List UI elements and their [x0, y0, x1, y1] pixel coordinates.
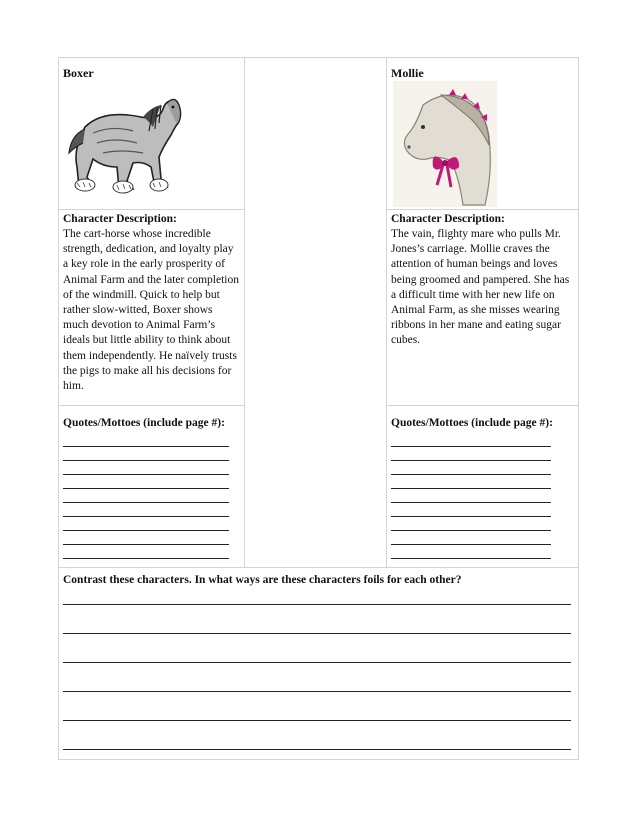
quote-line[interactable] [391, 517, 551, 531]
quote-line[interactable] [391, 433, 551, 447]
boxer-description-label: Character Description: [63, 213, 177, 225]
mollie-name: Mollie [391, 66, 424, 80]
mare-with-ribbons-illustration-icon [393, 81, 497, 207]
answer-line[interactable] [63, 663, 571, 692]
mollie-quotes-label: Quotes/Mottoes (include page #): [391, 417, 553, 429]
quote-line[interactable] [63, 461, 229, 475]
boxer-quotes-label: Quotes/Mottoes (include page #): [63, 417, 225, 429]
quote-line[interactable] [391, 461, 551, 475]
quote-line[interactable] [63, 517, 229, 531]
boxer-description-text: The cart-horse whose incredible strength, dedication, and loyalty play a key role in the early prosperity of Animal Farm and the later completion of the windmill. Quick to help but rather slow-witted, Boxer shows much devotion to Animal Farm’s ideals but little ability to think about them independently. He naïvely trusts the pigs to make all his decisions for him. [63, 228, 239, 393]
contrast-row [59, 568, 579, 760]
quote-line[interactable] [391, 447, 551, 461]
quote-line[interactable] [63, 531, 229, 545]
quote-line[interactable] [391, 531, 551, 545]
answer-line[interactable] [63, 692, 571, 721]
quote-line[interactable] [63, 545, 229, 559]
quote-line[interactable] [391, 489, 551, 503]
contrast-question: Contrast these characters. In what ways are these characters foils for each other? [63, 574, 462, 586]
boxer-name: Boxer [63, 66, 94, 80]
quote-line[interactable] [63, 433, 229, 447]
boxer-quotes-cell [59, 406, 245, 568]
name-row [59, 58, 579, 210]
quote-line[interactable] [63, 447, 229, 461]
middle-blank-column [245, 58, 387, 568]
mollie-name-cell [387, 58, 579, 210]
boxer-quote-lines [63, 433, 240, 559]
boxer-name-cell [59, 58, 245, 210]
answer-line[interactable] [63, 634, 571, 663]
quote-line[interactable] [391, 545, 551, 559]
contrast-answer-lines [63, 576, 574, 750]
answer-line[interactable] [63, 721, 571, 750]
mollie-quote-lines [391, 433, 574, 559]
draft-horse-illustration-icon [63, 87, 183, 197]
quote-line[interactable] [391, 475, 551, 489]
contrast-cell [59, 568, 579, 760]
quote-line[interactable] [63, 503, 229, 517]
answer-line[interactable] [63, 605, 571, 634]
quote-line[interactable] [63, 489, 229, 503]
mollie-quotes-cell [387, 406, 579, 568]
worksheet [58, 57, 578, 761]
boxer-description-cell [59, 210, 245, 406]
quote-line[interactable] [391, 503, 551, 517]
mollie-description-cell [387, 210, 579, 406]
mollie-description-label: Character Description: [391, 213, 505, 225]
quote-line[interactable] [63, 475, 229, 489]
mollie-description-text: The vain, flighty mare who pulls Mr. Jones’s carriage. Mollie craves the attention of human beings and loves being groomed and pampered. She has a difficult time with her new life on Animal Farm, as she misses wearing ribbons in her mane and eating sugar cubes. [391, 228, 570, 347]
character-table [58, 57, 579, 760]
